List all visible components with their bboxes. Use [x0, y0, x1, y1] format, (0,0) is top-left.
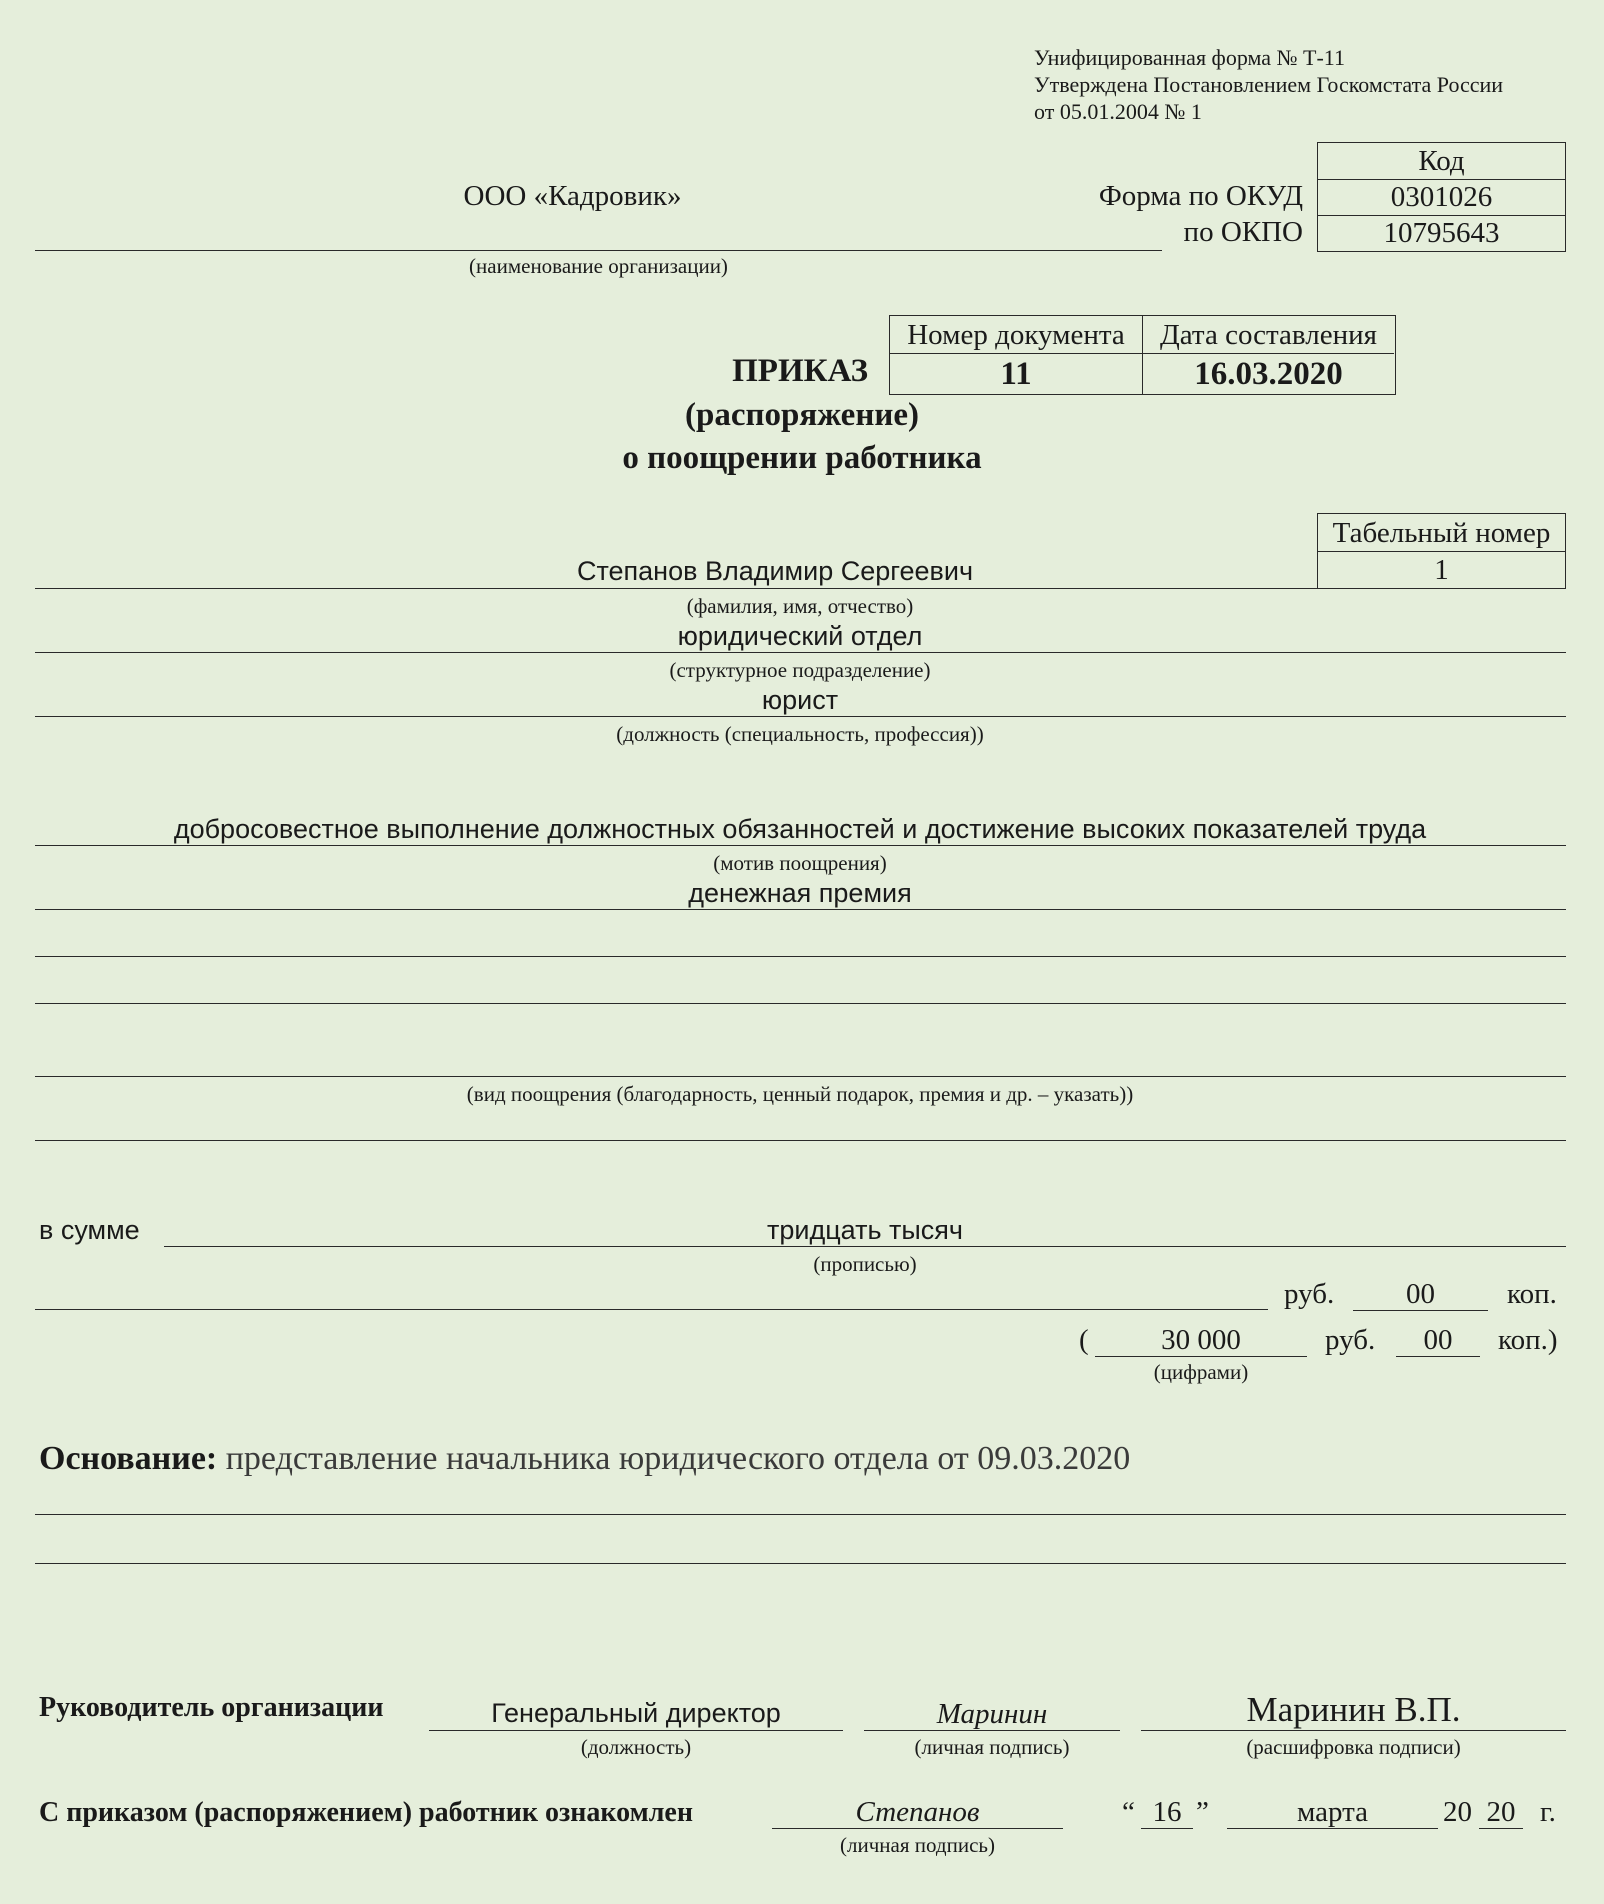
reward-line-1 [35, 909, 1566, 910]
okpo-label: по ОКПО [1183, 216, 1303, 248]
head-position-line [429, 1730, 843, 1731]
head-signature-line [864, 1730, 1120, 1731]
kop-words: 00 [1406, 1278, 1435, 1310]
amount-open-paren: ( [1079, 1324, 1089, 1356]
form-note-line3: от 05.01.2004 № 1 [1034, 99, 1202, 124]
reward-line-2 [35, 956, 1566, 957]
head-position-caption: (должность) [580, 1735, 692, 1759]
amount-digits-caption: (цифрами) [1153, 1360, 1249, 1384]
form-note-line2: Утверждена Постановлением Госкомстата России [1034, 72, 1504, 97]
title-prikaz: ПРИКАЗ [732, 353, 868, 389]
employee-position: юрист [761, 685, 839, 715]
rub-label-2: руб. [1325, 1324, 1376, 1356]
ack-year-label: г. [1540, 1796, 1556, 1828]
reward-line-5 [35, 1140, 1566, 1141]
head-decoding-line [1141, 1730, 1566, 1731]
employee-department: юридический отдел [677, 621, 923, 651]
employee-name-line [35, 588, 1317, 589]
date-quote-close: ” [1196, 1796, 1209, 1828]
ack-day: 16 [1152, 1796, 1182, 1828]
okud-value: 0301026 [1318, 179, 1565, 216]
acknowledge-signature-line [772, 1828, 1063, 1829]
ack-month-line [1227, 1828, 1438, 1829]
doc-number: 11 [890, 354, 1143, 394]
doc-date: 16.03.2020 [1194, 356, 1343, 392]
doc-date-header: Дата составления [1143, 316, 1394, 354]
ack-year-suffix: 20 [1486, 1796, 1516, 1828]
okud-label: Форма по ОКУД [1098, 180, 1303, 212]
head-decoding-caption: (расшифровка подписи) [1246, 1735, 1461, 1759]
reward-line-4 [35, 1076, 1566, 1077]
doc-table [889, 315, 1396, 395]
head-signature: Маринин [936, 1698, 1048, 1730]
form-note [1034, 44, 1503, 125]
kop-digits: 00 [1423, 1324, 1453, 1356]
title-rasporyazhenie: (распоряжение) [684, 397, 919, 433]
date-quote-open: “ [1122, 1796, 1135, 1828]
acknowledge-signature-caption: (личная подпись) [840, 1833, 995, 1857]
motive-line [35, 845, 1566, 846]
amount-label: в сумме [39, 1215, 140, 1245]
acknowledge-signature: Степанов [855, 1796, 980, 1828]
kop-digits-line [1396, 1356, 1480, 1357]
kop-label: коп. [1507, 1278, 1557, 1310]
organization-caption: (наименование организации) [469, 254, 728, 278]
basis-text: представление начальника юридического отдела от 09.03.2020 [225, 1440, 1131, 1477]
motive-text: добросовестное выполнение должностных обязанностей и достижение высоких показателей труда [173, 814, 1427, 844]
codes-table [1317, 142, 1566, 252]
position-line [35, 716, 1566, 717]
basis-line-2 [35, 1563, 1566, 1564]
head-decoding: Маринин В.П. [1246, 1690, 1461, 1729]
reward-caption: (вид поощрения (благодарность, ценный подарок, премия и др. – указать)) [466, 1082, 1134, 1106]
kop-words-line [1353, 1310, 1488, 1311]
position-caption: (должность (специальность, профессия)) [616, 722, 984, 746]
ack-month: марта [1296, 1796, 1369, 1828]
rub-label: руб. [1284, 1278, 1335, 1310]
tab-number-header: Табельный номер [1318, 514, 1565, 552]
amount-words-line-2 [35, 1309, 1268, 1310]
basis-line-1 [35, 1514, 1566, 1515]
reward-text: денежная премия [688, 878, 912, 908]
head-position: Генеральный директор [491, 1698, 781, 1728]
amount-digits: 30 000 [1161, 1324, 1241, 1356]
motive-caption: (мотив поощрения) [713, 851, 887, 875]
organization-name: ООО «Кадровик» [463, 180, 682, 212]
employee-name: Степанов Владимир Сергеевич [576, 556, 974, 586]
ack-day-line [1141, 1828, 1193, 1829]
organization-line [35, 250, 1162, 251]
tab-number-value: 1 [1434, 554, 1449, 586]
amount-words-caption: (прописью) [813, 1252, 917, 1276]
codes-title: Код [1318, 143, 1565, 180]
form-note-line1: Унифицированная форма № Т-11 [1034, 45, 1345, 70]
ack-year-prefix: 20 [1443, 1796, 1472, 1828]
kop-label-2: коп.) [1498, 1324, 1558, 1356]
head-signature-caption: (личная подпись) [914, 1735, 1070, 1759]
ack-year-line [1479, 1828, 1523, 1829]
department-line [35, 652, 1566, 653]
basis [39, 1440, 1130, 1478]
employee-name-caption: (фамилия, имя, отчество) [686, 594, 914, 618]
okpo-value: 10795643 [1383, 217, 1500, 249]
basis-label: Основание: [39, 1440, 218, 1477]
amount-words-line [164, 1246, 1566, 1247]
reward-line-3 [35, 1003, 1566, 1004]
department-caption: (структурное подразделение) [669, 658, 931, 682]
amount-words: тридцать тысяч [766, 1215, 963, 1245]
acknowledge-label: С приказом (распоряжением) работник ознакомлен [39, 1797, 693, 1828]
head-label: Руководитель организации [39, 1692, 384, 1723]
doc-number-header: Номер документа [890, 316, 1143, 354]
amount-digits-line [1095, 1356, 1307, 1357]
title-subject: о поощрении работника [622, 440, 982, 476]
